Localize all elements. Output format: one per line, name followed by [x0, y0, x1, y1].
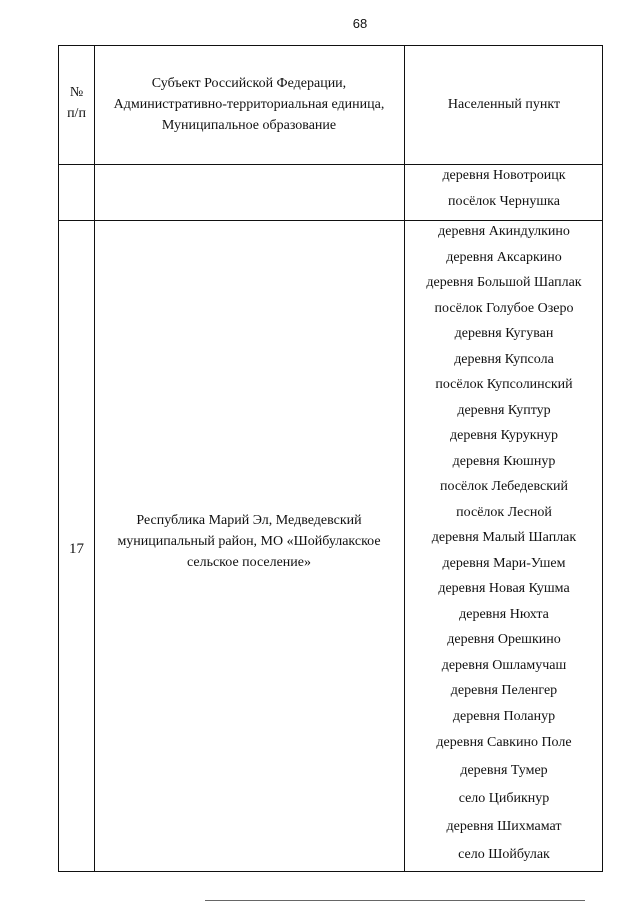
- settlement-item: посёлок Лесной: [456, 504, 552, 520]
- settlement-item: деревня Аксаркино: [446, 249, 562, 265]
- scan-bottom-rule: [205, 900, 585, 901]
- settlement-item: деревня Ошламучаш: [441, 657, 567, 673]
- settlement-item: деревня Тумер: [460, 763, 548, 778]
- settlements-table: [58, 45, 603, 872]
- settlement-item: деревня Савкино Поле: [436, 735, 572, 750]
- settlement-item: деревня Малый Шаплак: [431, 530, 577, 545]
- entry-17-number-cell: 17: [69, 541, 84, 557]
- settlement-item: село Цибикнур: [458, 791, 550, 806]
- header-subject-cell: Субъект Российской Федерации, Административно-территориальная единица, Муниципальное образование: [113, 76, 385, 133]
- settlement-item: деревня Курукнур: [450, 428, 558, 443]
- settlement-item: деревня Шихмамат: [446, 819, 562, 834]
- settlement-item: село Шойбулак: [458, 847, 550, 862]
- settlement-item: деревня Пеленгер: [450, 683, 558, 698]
- continuation-settlement-list: [405, 163, 603, 215]
- column-divider-number: [94, 46, 95, 871]
- settlement-item: деревня Орешкино: [447, 632, 561, 647]
- settlement-item: деревня Купсола: [454, 351, 554, 367]
- settlement-item: посёлок Чернушка: [448, 194, 560, 209]
- settlement-item: деревня Большой Шаплак: [426, 275, 582, 290]
- entry-17-subject-cell: Республика Марий Эл, Медведевский муниципальный район, МО «Шойбулакское сельское поселение»: [117, 513, 381, 570]
- entry-17-settlement-list: [405, 219, 603, 869]
- page-number: 68: [352, 16, 368, 31]
- settlement-item: деревня Новая Кушма: [438, 581, 570, 596]
- header-number-cell: № п/п: [67, 85, 86, 121]
- settlement-item: деревня Акиндулкино: [438, 224, 570, 239]
- settlement-item: посёлок Купсолинский: [435, 377, 573, 392]
- settlement-item: деревня Нюхта: [459, 606, 549, 622]
- settlement-item: посёлок Лебедевский: [439, 479, 568, 494]
- settlement-item: деревня Новотроицк: [442, 168, 566, 183]
- settlement-item: деревня Поланур: [452, 708, 556, 724]
- settlement-item: деревня Кюшнур: [452, 453, 556, 469]
- settlement-item: посёлок Голубое Озеро: [434, 300, 574, 316]
- settlement-item: деревня Кугуван: [454, 326, 554, 341]
- header-settlement-cell: Населенный пункт: [447, 97, 561, 112]
- settlement-item: деревня Мари-Ушем: [442, 555, 566, 571]
- settlement-item: деревня Куптур: [457, 402, 551, 418]
